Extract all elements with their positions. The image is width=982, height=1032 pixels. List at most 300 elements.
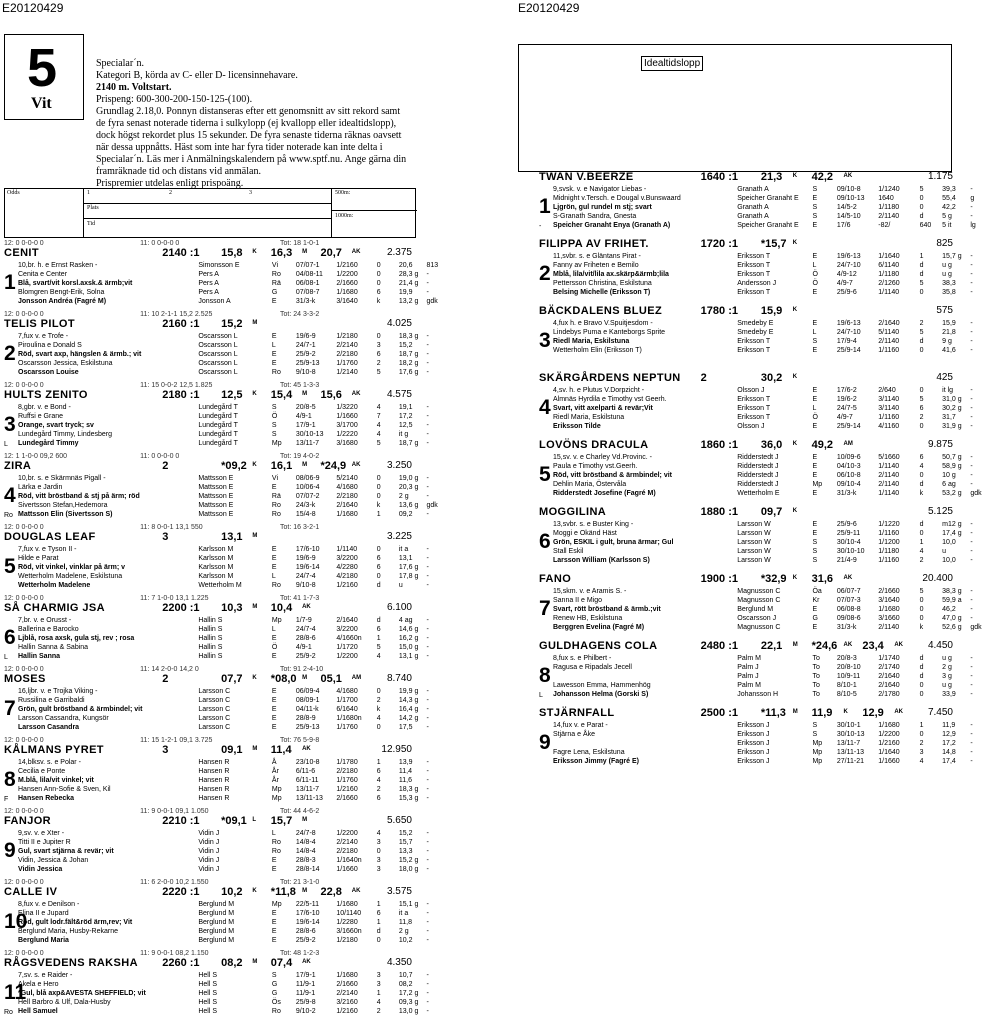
horse-line-cell: 1/1640n <box>336 857 362 864</box>
horse-distance: 1860 :1 <box>700 439 738 451</box>
horse-line <box>18 271 429 280</box>
horse-line-cell: 28/8-9 <box>295 715 316 722</box>
horse-name: GULDHAGENS COLA <box>539 640 658 652</box>
horse-line <box>553 405 973 414</box>
horse-line-cell: 8/10-1 <box>836 682 857 689</box>
horse-line-cell: Ro <box>271 369 281 376</box>
horse-record-1: *09,1 <box>221 815 247 827</box>
horse-line-cell: 09/08-6 <box>836 615 861 622</box>
horse-line-cell: 8,fux s. e Philbert - <box>553 655 612 662</box>
horse-line-cell: 1/1760 <box>336 360 358 367</box>
horse-line-cell: L <box>271 626 276 633</box>
horse-line-cell: - <box>426 715 429 722</box>
horse-line-cell: 20/8-5 <box>295 404 316 411</box>
horse-line-cell: 31/3-k <box>295 298 316 305</box>
horse-name: CENIT <box>4 247 39 259</box>
horse-line-cell: 1/1160 <box>878 414 900 421</box>
odds-col-3: 3 <box>249 190 252 196</box>
horse-prize: 9.875 <box>927 439 953 450</box>
horse-header-row <box>539 709 957 721</box>
horse-line-cell: L <box>271 830 276 837</box>
horse-line-cell: Palm M <box>737 682 761 689</box>
horse-side-mark: L <box>539 692 543 699</box>
horse-line-cell: Mblå, lila/vit/lila ax.skärp&ärmb;lila <box>553 271 669 278</box>
horse-line-cell: 04/08-11 <box>295 271 323 278</box>
horse-line-cell: To <box>812 691 820 698</box>
horse-line <box>553 740 973 749</box>
horse-record-1: 08,2 <box>221 957 243 969</box>
horse-line-cell: Mp <box>812 481 823 488</box>
horse-line-cell: 1/1140 <box>878 289 900 296</box>
horse-line-cell: 25/9-2 <box>295 351 316 358</box>
horse-line-cell: 6 ag <box>942 481 956 488</box>
horse-line-cell: 1 <box>376 511 381 518</box>
horse-line-cell: - <box>970 454 973 461</box>
horse-header-row <box>4 959 416 971</box>
horse-line-cell: 9/10-2 <box>295 1008 316 1015</box>
horse-line-cell: Öa <box>812 588 822 595</box>
horse-side-mark: L <box>4 441 8 448</box>
horse-line-cell: Pers A <box>198 280 219 287</box>
horse-line-cell: 5 <box>376 644 381 651</box>
horse-line <box>18 289 429 298</box>
horse-line-cell: Hansen R <box>198 759 230 766</box>
horse-line-cell: 1/2200 <box>336 830 358 837</box>
horse-line-cell: it a <box>398 546 409 553</box>
horse-line-cell: Pettersson Christina, Eskilstuna <box>553 280 652 287</box>
horse-line-cell: Larsson William (Karlsson S) <box>553 557 650 564</box>
horse-line <box>18 910 429 919</box>
horse-line-cell: Jonsson Andréa (Fagré M) <box>18 298 107 305</box>
horse-line-cell: Berglund M <box>198 937 235 944</box>
horse-record-2: 16,3 <box>270 247 293 259</box>
horse-line-cell: - <box>970 405 973 412</box>
horse-line-cell: 2 <box>919 557 924 564</box>
horse-body <box>539 453 982 503</box>
horse-number: 8 <box>539 664 551 687</box>
horse-line-cell: S <box>812 722 818 729</box>
horse-header-row <box>539 575 957 587</box>
horse-line-cell: 2/1140 <box>878 624 900 631</box>
horse-line <box>553 472 973 481</box>
horse-line-cell: 0 <box>919 606 924 613</box>
horse-line-cell: 2 <box>376 360 381 367</box>
horse-line-cell: 30/10-4 <box>836 539 861 546</box>
horse-side-mark: Ro <box>4 512 13 519</box>
horse-line-cell: 2/1260 <box>878 280 900 287</box>
horse-line-cell: 31/3-k <box>836 624 857 631</box>
horse-line-cell: 0 <box>919 423 924 430</box>
horse-distance: 2 <box>162 673 169 685</box>
horse-body <box>539 252 973 302</box>
horse-line-cell: Vidin J <box>198 857 220 864</box>
horse-line-cell: 10,2 <box>398 937 413 944</box>
horse-line-cell: Larsson C <box>198 706 231 713</box>
horse-side-mark: - <box>539 223 542 230</box>
horse-line-cell: 18,3 g <box>398 333 419 340</box>
horse-distance: 2 <box>700 372 707 384</box>
horse-line-cell: - <box>970 530 973 537</box>
horse-line-cell: 2/1140 <box>878 481 900 488</box>
horse-line-cell: 10,0 <box>942 539 956 546</box>
horse-line <box>18 768 429 777</box>
horse-line-cell: 4 <box>376 830 381 837</box>
record-suffix: K <box>252 249 257 255</box>
horse-line-cell: 4 <box>376 431 381 438</box>
stats-total: Tot: 16 3-2-1 <box>280 524 320 531</box>
horse-line-cell: 20,6 <box>398 262 413 269</box>
horse-line-cell: Hansen R <box>198 768 230 775</box>
stats-year-12: 12: 0 0-0-0 0 <box>4 879 44 886</box>
horse-line-cell: 08,2 <box>398 981 413 988</box>
horse-line-cell: 30/10-1 <box>836 722 861 729</box>
horse-line-cell: Mp <box>812 740 823 747</box>
horse-number: 2 <box>4 342 16 365</box>
horse-line-cell: 15,sv. v. e Charley Vd.Provinc. - <box>553 454 652 461</box>
horse-line-cell: 2/1660 <box>878 588 900 595</box>
horse-line-cell: E <box>812 490 818 497</box>
horse-line-cell: 14/8-4 <box>295 839 316 846</box>
horse-line-cell: Berggren Evelina (Fagré M) <box>553 624 645 631</box>
horse-line-cell: E <box>812 521 818 528</box>
horse-line <box>553 463 973 472</box>
horse-line-cell: - <box>426 351 429 358</box>
horse-number: 4 <box>4 484 16 507</box>
horse-line-cell: Hell S <box>198 981 217 988</box>
stats-total: Tot: 45 1-3-3 <box>280 382 320 389</box>
page-header-right: E20120429 <box>518 1 580 15</box>
horse-line-cell: - <box>426 786 429 793</box>
horse-line-cell: 0 <box>376 937 381 944</box>
horse-line-cell: 6 <box>376 795 381 802</box>
horse-line-cell: Olsson J <box>737 423 765 430</box>
race-line-4: Grundlag 2.18,0. Ponnyn distanseras efter ett genomsnitt av sitt rekord samt de fyra senast noterade tiderna i sulkylopp (ej kvallopp eller idealtidslopp), dock högst rekordet plus 15 sekunder. De fyra senaste tiderna räknas oavsett när dessa uppnåtts. Häst som inte har fyra tider noterade kan inte delta i Specialar´n. Läs mer i Anmälningskalendern på www.sptf.nu. Ange gärna din framräknade tid och distans vid anmälan. <box>96 106 407 177</box>
horse-line-cell: Mp <box>812 749 823 756</box>
horse-line <box>553 691 973 700</box>
horse-line-cell: 2/1640 <box>336 617 358 624</box>
page-header-left: E20120429 <box>2 1 64 15</box>
horse-line <box>18 262 439 271</box>
horse-line-cell: Eriksson T <box>737 271 771 278</box>
horse-record-2: *08,0 <box>270 673 297 685</box>
horse-record-2: 16,1 <box>270 460 293 472</box>
horse-line-cell: d <box>376 928 381 935</box>
horse-line-cell: Vidin J <box>198 839 220 846</box>
record-suffix: AM <box>351 675 362 681</box>
horse-prize: 4.350 <box>386 957 412 968</box>
horse-body <box>539 587 982 637</box>
horse-line-cell: Berglund Maria <box>18 937 69 944</box>
horse-header-row <box>4 817 416 829</box>
horse-line-cell: 0 <box>376 688 381 695</box>
horse-record-1: 36,0 <box>760 439 783 451</box>
horse-line-cell: 50,7 g <box>942 454 962 461</box>
horse-line-cell: 25/9-2 <box>295 653 316 660</box>
horse-line-cell: 1 <box>376 759 381 766</box>
horse-line-cell: E <box>812 606 818 613</box>
horse-line-cell: 1/1640 <box>878 253 900 260</box>
horse-line-cell: E <box>812 624 818 631</box>
horse-line-cell: Hell Barbro & Ulf, Dala-Husby <box>18 999 111 1006</box>
horse-line-cell: Oscarsson Jessica, Eskilstuna <box>18 360 113 367</box>
horse-line-cell: Lärka e Jardin <box>18 484 63 491</box>
horse-line-cell: Röd, gult lodr.fält&röd ärm,rev; Vit <box>18 919 133 926</box>
horse-line <box>553 749 973 758</box>
horse-line-cell: - <box>970 204 973 211</box>
horse-line <box>553 722 973 731</box>
horse-record-1: *11,3 <box>760 707 786 719</box>
horse-body <box>4 758 429 808</box>
horse-record-1: 10,3 <box>221 602 243 614</box>
horse-line-cell: 17/9-1 <box>295 972 316 979</box>
horse-line <box>553 262 973 271</box>
horse-line-cell: Wetterholm E <box>737 490 780 497</box>
horse-line-cell: 21/4-9 <box>836 557 857 564</box>
horse-line-cell: 9/10-8 <box>295 582 316 589</box>
horse-line-cell: 11,8 <box>398 919 412 926</box>
horse-line-cell: Ruffsi e Grane <box>18 413 64 420</box>
horse-line-cell: 28/8-6 <box>295 928 316 935</box>
horse-line-cell: 3/1640 <box>336 298 358 305</box>
horse-line-cell: - <box>426 484 429 491</box>
horse-line-cell: Gul, svart stjärna & revär; vit <box>18 848 114 855</box>
horse-line-cell: 10,br. s. e Skärmnäs Pigall - <box>18 475 106 482</box>
horse-line-cell: Sanna II e Migo <box>553 597 603 604</box>
horse-number: 4 <box>539 396 551 419</box>
horse-line-cell: Pers A <box>198 271 219 278</box>
horse-line <box>18 351 429 360</box>
horse-line <box>553 557 973 566</box>
horse-line-cell: - <box>970 347 973 354</box>
horse-line-cell: 1/1160 <box>878 557 900 564</box>
horse-line-cell: Larsson C <box>198 724 231 731</box>
horse-line-cell: - <box>970 289 973 296</box>
horse-line-cell: E <box>812 320 818 327</box>
stats-total: Tot: 48 1-2-3 <box>280 950 320 957</box>
horse-line <box>18 839 429 848</box>
record-suffix: M <box>302 391 308 397</box>
horse-side-mark: L <box>4 654 8 661</box>
horse-line-cell: Hell Samuel <box>18 1008 58 1015</box>
horse-line-cell: 0 <box>919 731 924 738</box>
horse-line-cell: - <box>426 901 429 908</box>
horse-line-cell: 5/2140 <box>336 475 358 482</box>
horse-line-cell: 06/07-7 <box>836 588 861 595</box>
horse-line <box>18 786 429 795</box>
horse-line-cell: Oscarsson L <box>198 342 238 349</box>
horse-line <box>18 706 429 715</box>
horse-line-cell: Lundegård Timmy, Lindesberg <box>18 431 113 438</box>
horse-line-cell: 17,2 <box>398 413 413 420</box>
horse-line <box>553 423 973 432</box>
horse-body <box>4 474 438 524</box>
horse-line <box>553 186 973 195</box>
horse-line-cell: Elina II e Jupard <box>18 910 69 917</box>
horse-prize: 4.025 <box>386 318 412 329</box>
horse-line <box>553 624 982 633</box>
horse-line-cell: - <box>970 722 973 729</box>
horse-line-cell: - <box>970 463 973 470</box>
horse-line-cell: - <box>426 635 429 642</box>
horse-record-2: 15,4 <box>270 389 293 401</box>
horse-line-cell: 17,2 g <box>398 990 419 997</box>
horse-line-cell: E <box>812 387 818 394</box>
horse-line-cell: Röd, vitt bröstband & stj på ärm; röd <box>18 493 140 500</box>
horse-line-cell: 6 <box>376 626 381 633</box>
horse-line-cell: Granath A <box>737 204 769 211</box>
horse-line-cell: 1/1780 <box>336 759 358 766</box>
horse-line <box>553 204 973 213</box>
horse-line-cell: 19/6-2 <box>836 396 857 403</box>
horse-line-cell: - <box>426 582 429 589</box>
stats-year-11: 11: 15 0-0-2 12,5 1.825 <box>140 382 213 389</box>
horse-record-2: 49,2 <box>811 439 834 451</box>
horse-line-cell: 5 g <box>942 213 952 220</box>
horse-line-cell: 24/7-10 <box>836 262 861 269</box>
horse-header-row <box>4 533 416 545</box>
horse-line-cell: - <box>970 655 973 662</box>
horse-line-cell: Berglund M <box>737 606 774 613</box>
horse-line-cell: 2/2140 <box>336 990 358 997</box>
horse-line-cell: Lindebys Puma e Kanteborgs Sprite <box>553 329 666 336</box>
horse-line-cell: - <box>970 213 973 220</box>
horse-line-cell: Wetterholm Madelene <box>18 582 91 589</box>
horse-line-cell: Berglund M <box>198 928 235 935</box>
horse-prize: 575 <box>936 305 953 316</box>
horse-line-cell: M.blå, lila/vit vinkel; vit <box>18 777 94 784</box>
horse-line-cell: 8,gbr. v. e Bond - <box>18 404 71 411</box>
horse-line-cell: 0 <box>376 724 381 731</box>
horse-line-cell: k <box>376 706 381 713</box>
horse-line-cell: 0 <box>919 387 924 394</box>
horse-prize: 8.740 <box>386 673 412 684</box>
horse-line-cell: Orange, svart tryck; sv <box>18 422 94 429</box>
horse-line-cell: Cecilia e Ponte <box>18 768 66 775</box>
horse-line <box>18 404 429 413</box>
horse-line-cell: Wetterholm Elin (Eriksson T) <box>553 347 642 354</box>
horse-line-cell: Eriksson Jimmy (Fagré E) <box>553 758 639 765</box>
horse-line-cell: 3/1140 <box>878 396 900 403</box>
horse-line-cell: 7,br. v. e Orusst - <box>18 617 72 624</box>
horse-line-cell: - <box>426 617 429 624</box>
horse-number: 1 <box>539 195 551 218</box>
horse-line-cell: 2/2180 <box>336 768 358 775</box>
horse-line-cell: 15,2 <box>398 342 413 349</box>
horse-line-cell: Ridderstedt J <box>737 463 779 470</box>
horse-line-cell: 1/1160 <box>878 347 900 354</box>
horse-line-cell: - <box>970 597 973 604</box>
odds-plats: Plats <box>87 205 99 211</box>
horse-line-cell: 1/2200 <box>336 653 358 660</box>
horse-line-cell: Ö <box>271 644 278 651</box>
horse-line-cell: 3 <box>376 972 381 979</box>
horse-line-cell: 0 <box>919 289 924 296</box>
horse-line-cell: 19/6-13 <box>836 253 861 260</box>
horse-line <box>18 848 429 857</box>
horse-line-cell: 10/9-11 <box>836 673 861 680</box>
horse-line-cell: 6 <box>376 351 381 358</box>
horse-line-cell: 10,br. h. e Ernst Rasken - <box>18 262 98 269</box>
horse-line-cell: Pers A <box>198 289 219 296</box>
horse-line-cell: 28/8-14 <box>295 866 320 873</box>
horse-line-cell: Larsson C <box>198 688 231 695</box>
horse-line-cell: Titti II e Jupiter R <box>18 839 71 846</box>
horse-line-cell: 4 <box>919 758 924 765</box>
horse-line-cell: 2/2140 <box>336 342 358 349</box>
horse-line-cell: Lundegård T <box>198 404 238 411</box>
horse-line-cell: 3 <box>376 981 381 988</box>
stats-year-12: 12: 0 0-0-0 0 <box>4 595 44 602</box>
horse-line <box>18 475 429 484</box>
horse-line-cell: 1/1140 <box>878 463 900 470</box>
horse-line <box>553 588 973 597</box>
horse-line-cell: 9 g <box>942 338 952 345</box>
horse-line-cell: 15,2 <box>398 830 413 837</box>
horse-line-cell: 1 <box>376 919 381 926</box>
horse-line-cell: 0 <box>376 573 381 580</box>
horse-line-cell: Hallin S <box>198 617 223 624</box>
horse-line-cell: Å <box>271 759 277 766</box>
record-suffix: AK <box>302 959 311 965</box>
horse-line <box>553 280 973 289</box>
horse-line-cell: E <box>812 347 818 354</box>
record-suffix: K <box>843 709 848 715</box>
horse-line-cell: - <box>426 271 429 278</box>
horse-record-3: 12,9 <box>862 707 884 719</box>
horse-line-cell: 06/08-8 <box>836 606 861 613</box>
horse-line-cell: Eriksson J <box>737 740 770 747</box>
race-line-1: Kategori B, körda av C- eller D- licensinnehavare. <box>96 70 298 81</box>
horse-record-3: 23,4 <box>862 640 884 652</box>
horse-line-cell: Eriksson J <box>737 758 770 765</box>
horse-line-cell: Oscarsson L <box>198 333 238 340</box>
horse-line-cell: 2/2180 <box>336 848 358 855</box>
horse-number: 9 <box>539 731 551 754</box>
horse-line-cell: - <box>426 422 429 429</box>
record-suffix: M <box>252 604 258 610</box>
horse-line-cell: - <box>426 839 429 846</box>
horse-line-cell: - <box>970 423 973 430</box>
horse-record-1: 10,2 <box>221 886 243 898</box>
horse-line-cell: 2/1140 <box>878 338 900 345</box>
horse-line-cell: 1/2160 <box>878 740 900 747</box>
stats-total: Tot: 91 2-4-10 <box>280 666 324 673</box>
record-suffix: K <box>792 173 798 179</box>
horse-number: 7 <box>539 597 551 620</box>
horse-line-cell: Cenita e Center <box>18 271 68 278</box>
race-description <box>96 58 410 190</box>
horse-line-cell: 52,6 g <box>942 624 962 631</box>
horse-line <box>18 857 429 866</box>
horse-body <box>539 185 976 235</box>
horse-line-cell: 1/1220 <box>878 521 900 528</box>
horse-line-cell: 3 <box>376 857 381 864</box>
horse-line-cell: 33,9 <box>942 691 956 698</box>
horse-line-cell: E <box>271 928 277 935</box>
horse-name: MOSES <box>4 673 46 685</box>
stats-year-11: 11: 9 0-0-1 09,1 1.050 <box>140 808 209 815</box>
horse-line-cell: 2/1660 <box>336 981 358 988</box>
horse-line <box>18 413 429 422</box>
horse-line-cell: - <box>970 691 973 698</box>
horse-line-cell: E <box>812 195 818 202</box>
horse-line-cell: - <box>970 329 973 336</box>
horse-line <box>553 387 973 396</box>
horse-line-cell: 13/11-13 <box>295 795 323 802</box>
horse-line-cell: - <box>426 928 429 935</box>
horse-line <box>18 431 429 440</box>
horse-line-cell: u <box>398 582 403 589</box>
